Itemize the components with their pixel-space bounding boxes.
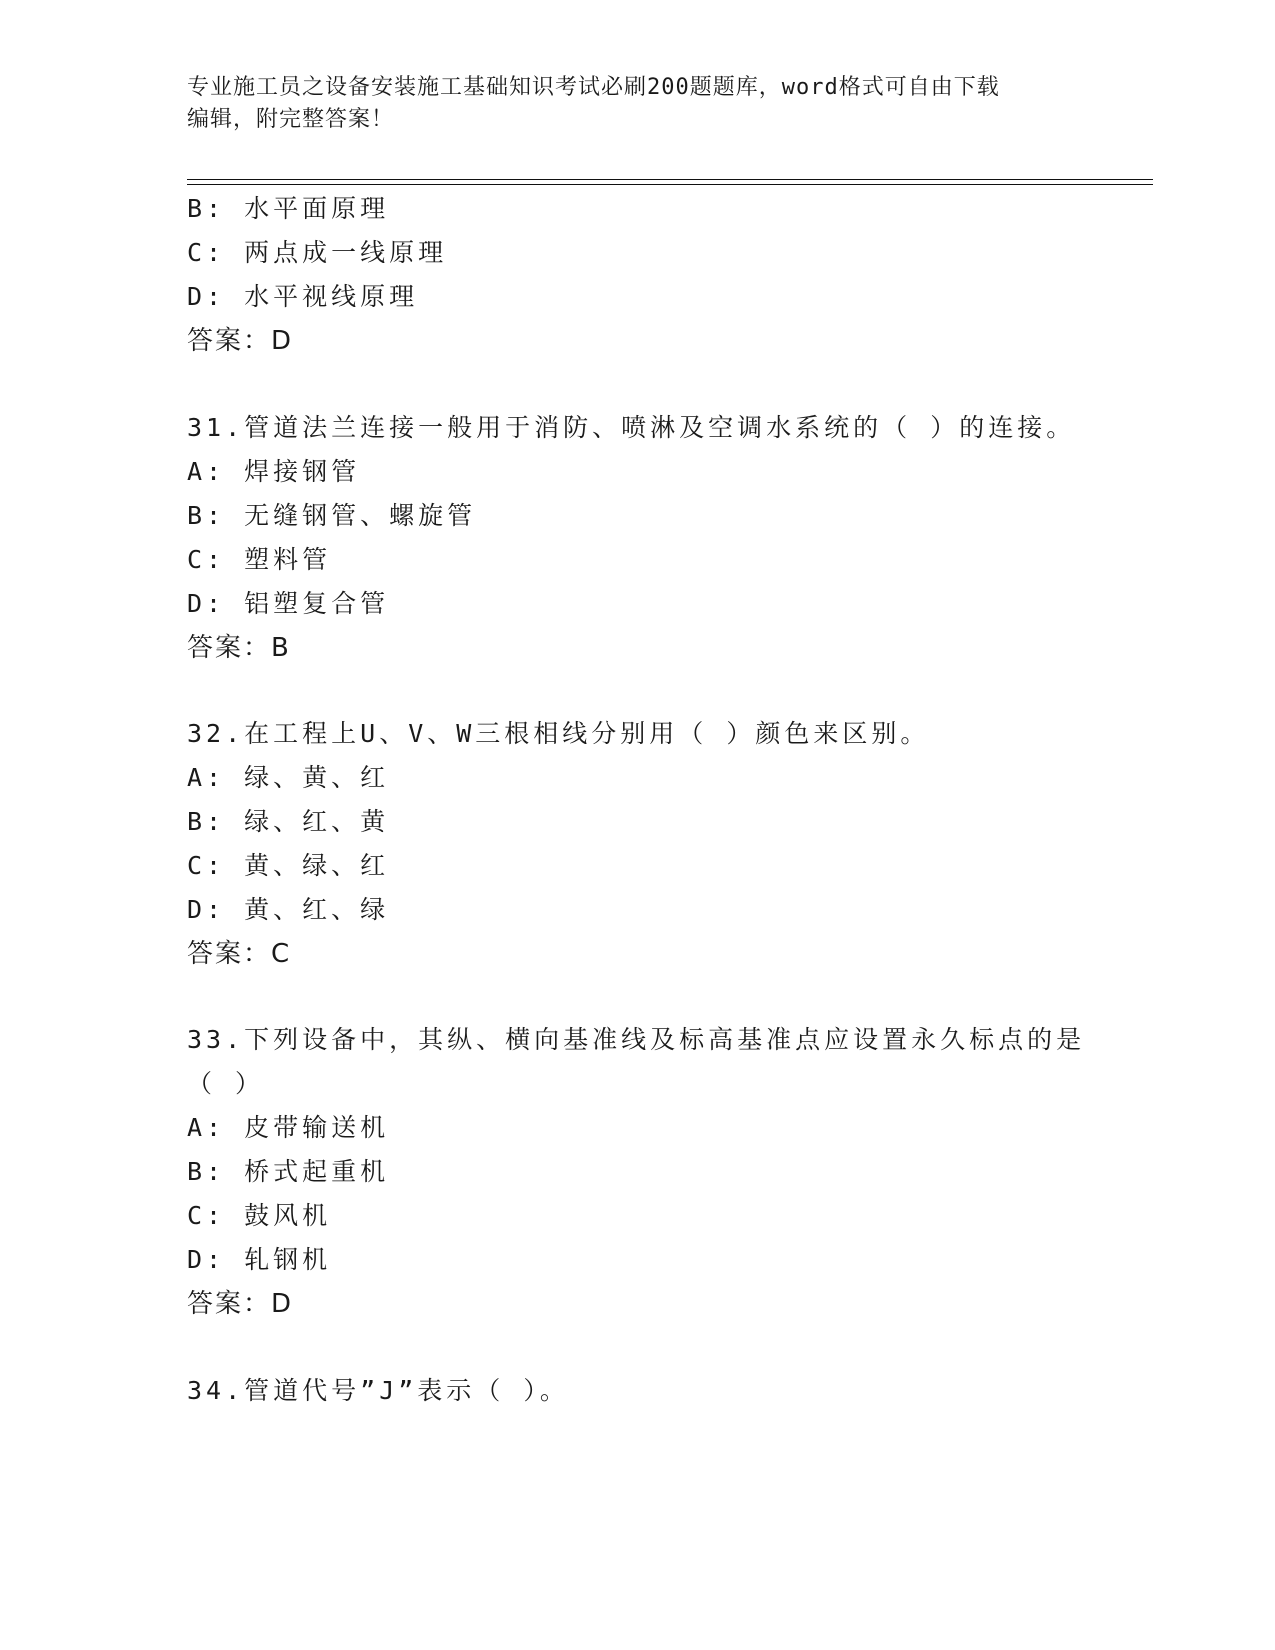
- q31-question: 31.管道法兰连接一般用于消防、喷淋及空调水系统的（ ）的连接。: [187, 413, 1076, 442]
- q31-answer: 答案：B: [187, 633, 291, 663]
- q32-option-b: B: 绿、红、黄: [187, 807, 390, 836]
- q30-option-b: B: 水平面原理: [187, 194, 390, 223]
- q32-question: 32.在工程上U、V、W三根相线分别用（ ）颜色来区别。: [187, 719, 930, 748]
- q31-option-c: C: 塑料管: [187, 545, 332, 574]
- q31-option-b: B: 无缝钢管、螺旋管: [187, 501, 477, 530]
- q30-option-c: C: 两点成一线原理: [187, 238, 448, 267]
- q34-question: 34.管道代号”J”表示（ ）。: [187, 1376, 569, 1405]
- q32-answer: 答案：C: [187, 939, 292, 969]
- document-header: [187, 72, 1087, 136]
- q31-option-d: D: 铝塑复合管: [187, 589, 390, 618]
- header-divider-top: [187, 179, 1153, 180]
- q30-option-d: D: 水平视线原理: [187, 282, 419, 311]
- q30-answer: 答案：D: [187, 326, 294, 356]
- q32-option-d: D: 黄、红、绿: [187, 895, 390, 924]
- q32-option-c: C: 黄、绿、红: [187, 851, 390, 880]
- q32-option-a: A: 绿、黄、红: [187, 763, 390, 792]
- q33-question-line-2: （ ）: [187, 1069, 265, 1098]
- header-divider-bottom: [187, 184, 1153, 185]
- header-title-line-1: 专业施工员之设备安装施工基础知识考试必刷200题题库，word格式可自由下载: [187, 75, 1000, 100]
- q33-option-d: D: 轧钢机: [187, 1245, 332, 1274]
- q33-option-b: B: 桥式起重机: [187, 1157, 390, 1186]
- header-title-line-2: 编辑，附完整答案！: [187, 107, 395, 132]
- q33-option-a: A: 皮带输送机: [187, 1113, 390, 1142]
- q31-option-a: A: 焊接钢管: [187, 457, 361, 486]
- q33-question-line-1: 33.下列设备中，其纵、横向基准线及标高基准点应设置永久标点的是: [187, 1025, 1086, 1054]
- q33-answer: 答案：D: [187, 1289, 294, 1319]
- q33-option-c: C: 鼓风机: [187, 1201, 332, 1230]
